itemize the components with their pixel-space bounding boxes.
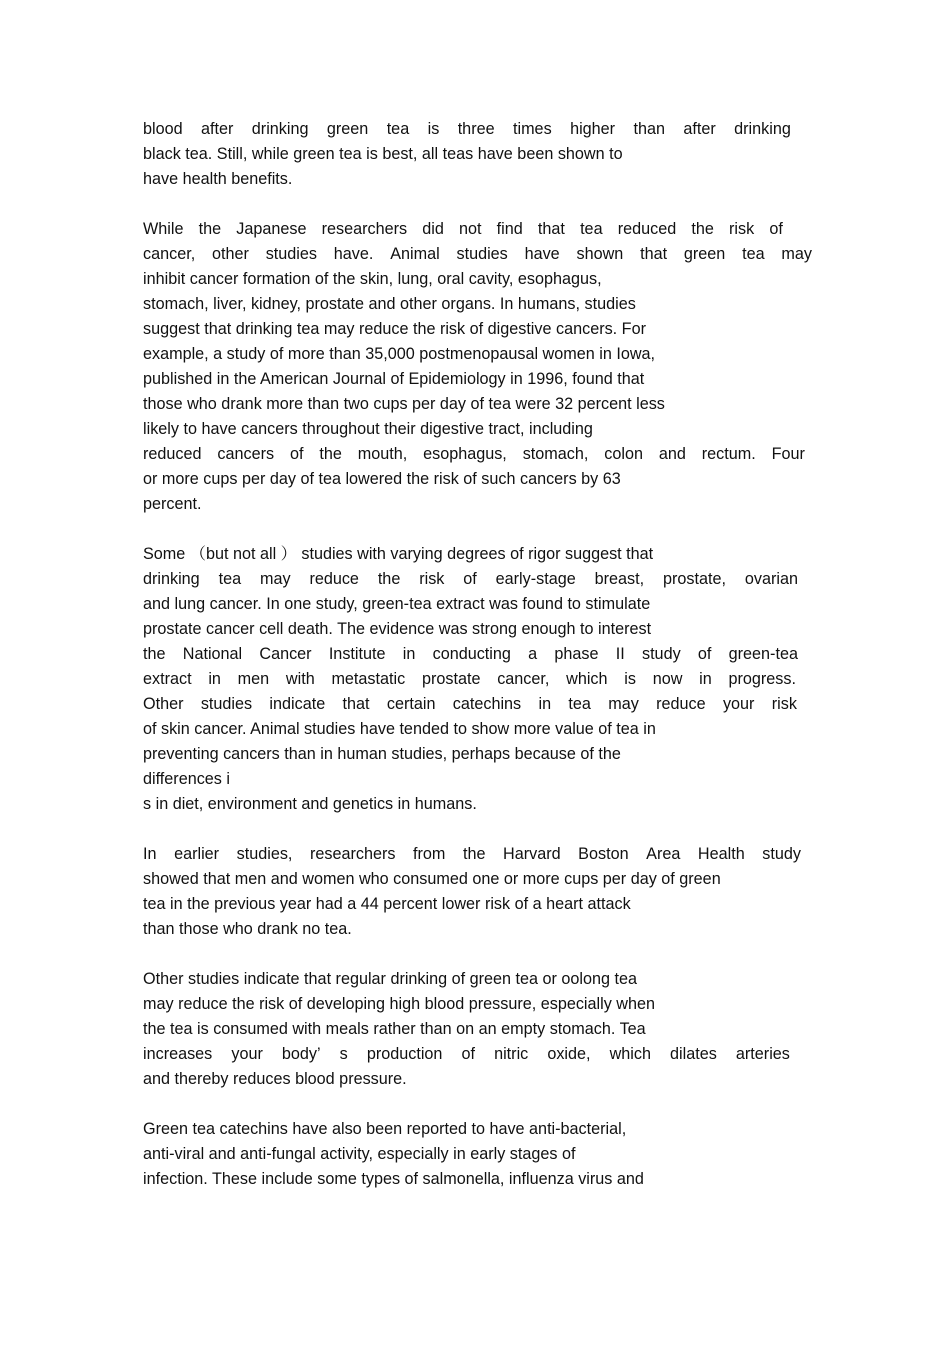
body-text	[143, 117, 823, 1217]
text-line: inhibit cancer formation of the skin, lung, oral cavity, esophagus,	[143, 270, 602, 288]
text-line: reduced cancers of the mouth, esophagus, stomach, colon and rectum. Four	[143, 445, 805, 463]
paragraph	[143, 967, 823, 1092]
text-line: anti-viral and anti-fungal activity, especially in early stages of	[143, 1145, 576, 1163]
text-line: black tea. Still, while green tea is best, all teas have been shown to	[143, 145, 623, 163]
text-line: infection. These include some types of salmonella, influenza virus and	[143, 1170, 644, 1188]
text-line: preventing cancers than in human studies, perhaps because of the	[143, 745, 621, 763]
text-line: tea in the previous year had a 44 percent lower risk of a heart attack	[143, 895, 631, 913]
paragraph	[143, 117, 823, 192]
paragraph	[143, 542, 823, 817]
text-line: of skin cancer. Animal studies have tended to show more value of tea in	[143, 720, 656, 738]
text-line: blood after drinking green tea is three times higher than after drinking	[143, 120, 791, 138]
text-line: Other studies indicate that regular drinking of green tea or oolong tea	[143, 970, 638, 988]
text-line: cancer, other studies have. Animal studies have shown that green tea may	[143, 245, 812, 263]
text-line: Other studies indicate that certain catechins in tea may reduce your risk	[143, 695, 797, 713]
text-line: those who drank more than two cups per day of tea were 32 percent less	[143, 395, 665, 413]
text-line: s in diet, environment and genetics in humans.	[143, 795, 477, 813]
text-line: percent.	[143, 495, 202, 513]
text-line: In earlier studies, researchers from the Harvard Boston Area Health study	[143, 845, 801, 863]
text-line: than those who drank no tea.	[143, 920, 352, 938]
paragraph	[143, 217, 823, 517]
text-line: published in the American Journal of Epidemiology in 1996, found that	[143, 370, 645, 388]
text-line: Some （but not all ） studies with varying degrees of rigor suggest that	[143, 545, 654, 563]
text-line: have health benefits.	[143, 170, 293, 188]
text-line: and thereby reduces blood pressure.	[143, 1070, 407, 1088]
text-line: example, a study of more than 35,000 postmenopausal women in Iowa,	[143, 345, 656, 363]
text-line: extract in men with metastatic prostate cancer, which is now in progress.	[143, 670, 796, 688]
text-line: showed that men and women who consumed one or more cups per day of green	[143, 870, 721, 888]
paragraph	[143, 1117, 823, 1192]
text-line: may reduce the risk of developing high blood pressure, especially when	[143, 995, 656, 1013]
text-line: prostate cancer cell death. The evidence was strong enough to interest	[143, 620, 652, 638]
text-line: stomach, liver, kidney, prostate and other organs. In humans, studies	[143, 295, 636, 313]
text-line: While the Japanese researchers did not find that tea reduced the risk of	[143, 220, 783, 238]
text-line: suggest that drinking tea may reduce the risk of digestive cancers. For	[143, 320, 646, 338]
text-line: or more cups per day of tea lowered the risk of such cancers by 63	[143, 470, 621, 488]
text-line: and lung cancer. In one study, green-tea extract was found to stimulate	[143, 595, 651, 613]
text-line: the tea is consumed with meals rather than on an empty stomach. Tea	[143, 1020, 646, 1038]
text-line: Green tea catechins have also been reported to have anti-bacterial,	[143, 1120, 627, 1138]
paragraph	[143, 842, 823, 942]
text-line: drinking tea may reduce the risk of early-stage breast, prostate, ovarian	[143, 570, 798, 588]
text-line: likely to have cancers throughout their digestive tract, including	[143, 420, 593, 438]
text-line: differences i	[143, 770, 230, 788]
text-line: increases your body’ s production of nitric oxide, which dilates arteries	[143, 1045, 790, 1063]
text-line: the National Cancer Institute in conducting a phase II study of green-tea	[143, 645, 798, 663]
